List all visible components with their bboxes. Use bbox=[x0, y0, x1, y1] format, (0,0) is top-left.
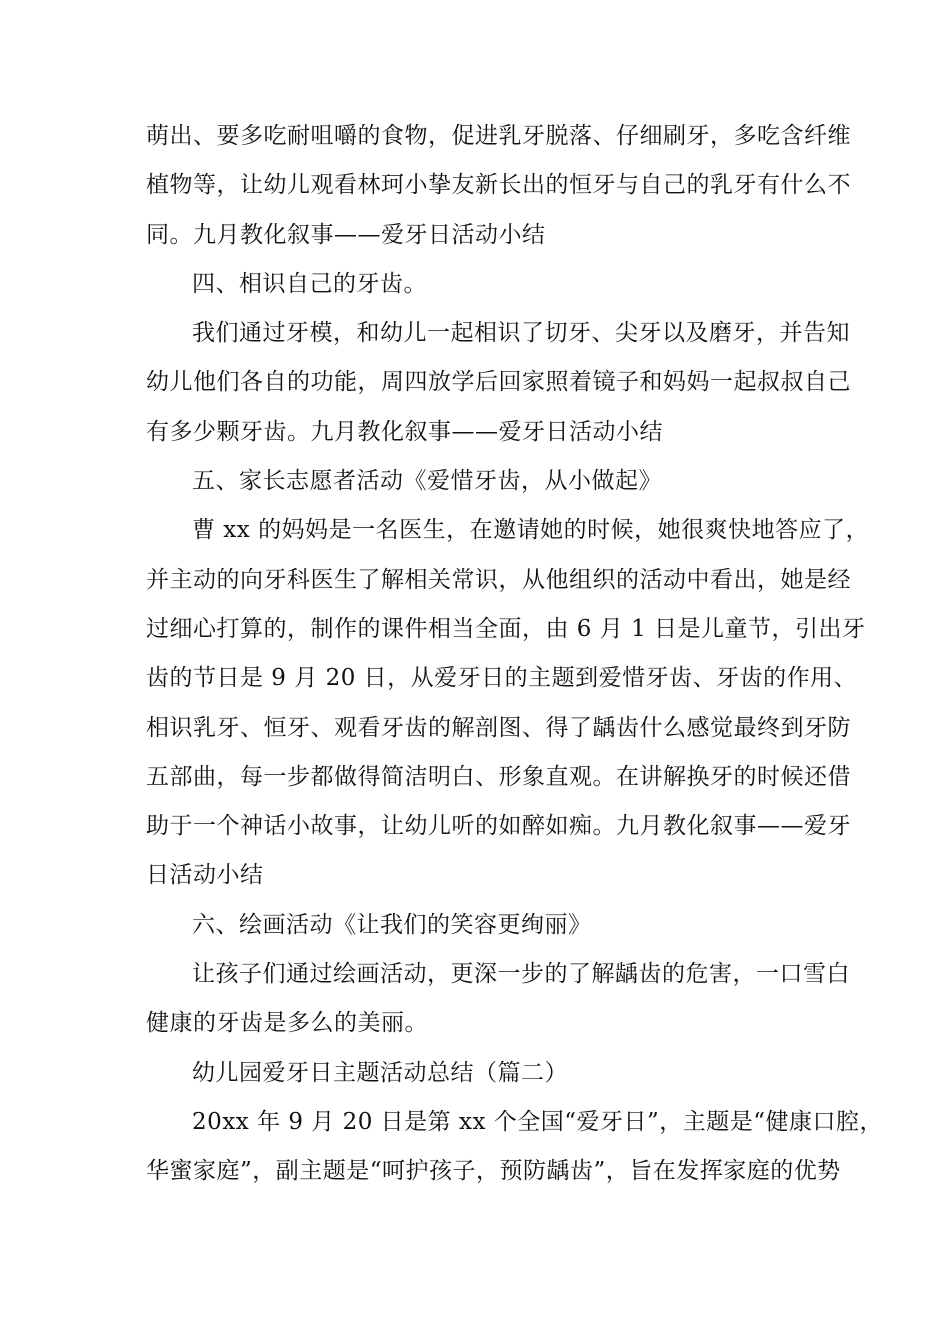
text-line: 并主动的向牙科医生了解相关常识，从他组织的活动中看出，她是经 bbox=[146, 566, 851, 593]
section-heading-5 bbox=[146, 457, 808, 506]
paragraph-1 bbox=[146, 112, 851, 260]
text-line: 20xx 年 9 月 20 日是第 xx 个全国“爱牙日”，主题是“健康口腔， bbox=[192, 1108, 884, 1135]
text-line: 华蜜家庭”，副主题是“呵护孩子，预防龋齿”，旨在发挥家庭的优势 bbox=[146, 1158, 841, 1185]
text-line: 日活动小结 bbox=[146, 862, 264, 889]
text-line: 四、相识自己的牙齿。 bbox=[192, 270, 427, 297]
text-line: 齿的节日是 9 月 20 日，从爱牙日的主题到爱惜牙齿、牙齿的作用、 bbox=[146, 665, 858, 692]
text-line: 植物等，让幼儿观看林珂小挚友新长出的恒牙与自己的乳牙有什么不 bbox=[146, 172, 851, 199]
text-line: 幼儿园爱牙日主题活动总结（篇二） bbox=[192, 1059, 568, 1086]
text-line: 同。九月教化叙事——爱牙日活动小结 bbox=[146, 221, 546, 248]
text-line: 曹 xx 的妈妈是一名医生，在邀请她的时候，她很爽快地答应了， bbox=[192, 517, 870, 544]
document-body bbox=[146, 112, 884, 1197]
paragraph-2 bbox=[146, 309, 851, 457]
text-line: 过细心打算的，制作的课件相当全面，由 6 月 1 日是儿童节，引出牙 bbox=[146, 615, 866, 642]
paragraph-3 bbox=[146, 506, 870, 900]
article-subtitle bbox=[146, 1049, 808, 1098]
text-line: 让孩子们通过绘画活动，更深一步的了解龋齿的危害，一口雪白 bbox=[192, 961, 850, 988]
text-line: 萌出、要多吃耐咀嚼的食物，促进乳牙脱落、仔细刷牙，多吃含纤维 bbox=[146, 123, 851, 149]
text-line: 五部曲，每一步都做得简洁明白、形象直观。在讲解换牙的时候还借 bbox=[146, 763, 851, 790]
text-line: 健康的牙齿是多么的美丽。 bbox=[146, 1010, 428, 1037]
text-line: 我们通过牙模，和幼儿一起相识了切牙、尖牙以及磨牙，并告知 bbox=[192, 320, 850, 347]
section-heading-4 bbox=[146, 260, 808, 309]
section-heading-6 bbox=[146, 901, 808, 950]
text-line: 有多少颗牙齿。九月教化叙事——爱牙日活动小结 bbox=[146, 418, 663, 445]
text-line: 幼儿他们各自的功能，周四放学后回家照着镜子和妈妈一起叔叔自己 bbox=[146, 369, 851, 396]
text-line: 六、绘画活动《让我们的笑容更绚丽》 bbox=[192, 911, 592, 938]
text-line: 五、家长志愿者活动《爱惜牙齿，从小做起》 bbox=[192, 468, 662, 495]
text-line: 助于一个神话小故事，让幼儿听的如醉如痴。九月教化叙事——爱牙 bbox=[146, 813, 851, 840]
paragraph-4 bbox=[146, 950, 850, 1049]
paragraph-5 bbox=[146, 1098, 884, 1197]
text-line: 相识乳牙、恒牙、观看牙齿的解剖图、得了龋齿什么感觉最终到牙防 bbox=[146, 714, 851, 741]
